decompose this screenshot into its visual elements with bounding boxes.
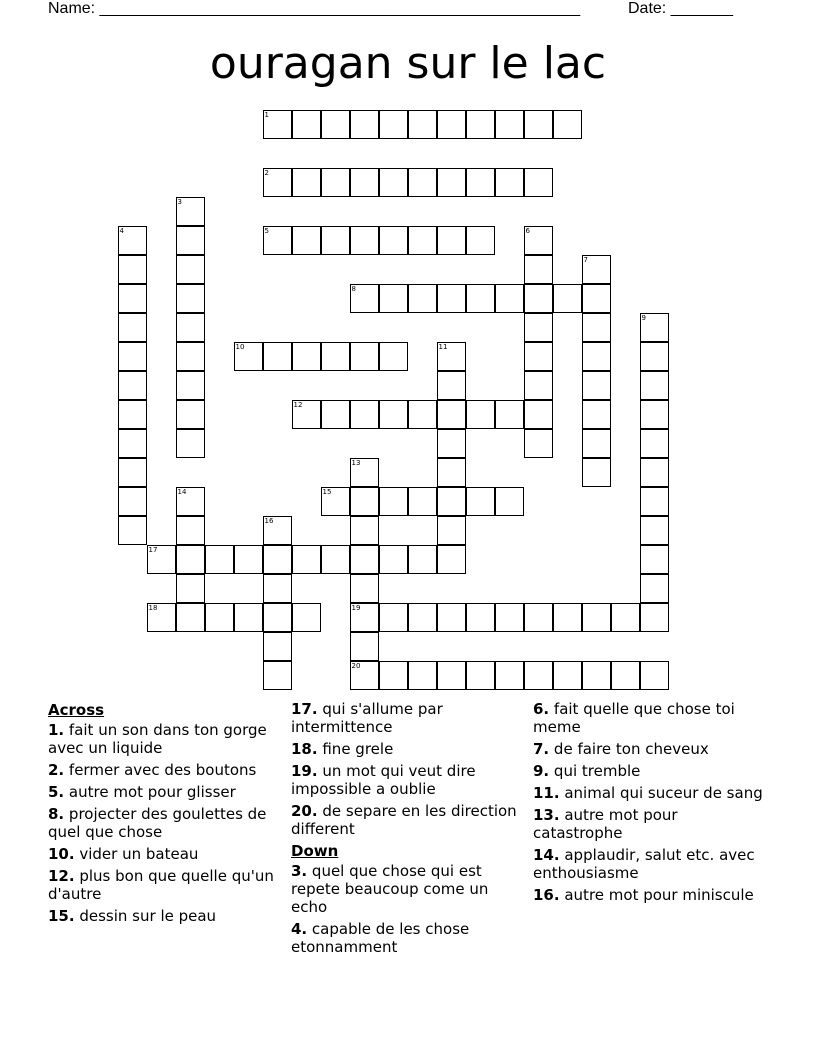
clue-down-16: 16. autre mot pour miniscule: [533, 886, 754, 904]
grid-cell[interactable]: [553, 110, 582, 139]
grid-cell[interactable]: [176, 226, 205, 255]
grid-cell[interactable]: [524, 168, 553, 197]
grid-cell[interactable]: [437, 371, 466, 400]
clue-across-17: 17. qui s'allume par intermittence: [291, 700, 443, 736]
grid-cell[interactable]: [176, 284, 205, 313]
grid-cell[interactable]: [495, 168, 524, 197]
clue-across-8: 8. projecter des goulettes de quel que chose: [48, 805, 267, 841]
grid-cell[interactable]: [495, 487, 524, 516]
grid-cell[interactable]: [408, 284, 437, 313]
grid-cell[interactable]: [495, 284, 524, 313]
cell-number: 19: [351, 604, 361, 612]
grid-cell[interactable]: [205, 545, 234, 574]
grid-cell[interactable]: [524, 110, 553, 139]
grid-cell[interactable]: [524, 255, 553, 284]
grid-cell[interactable]: [118, 458, 147, 487]
cell-number: 8: [351, 285, 356, 293]
grid-cell[interactable]: [292, 226, 321, 255]
clue-down-9: 9. qui tremble: [533, 762, 641, 780]
grid-cell[interactable]: [466, 110, 495, 139]
grid-cell[interactable]: [437, 429, 466, 458]
clue-across-15: 15. dessin sur le peau: [48, 907, 217, 925]
grid-cell[interactable]: [437, 284, 466, 313]
grid-cell[interactable]: [437, 110, 466, 139]
grid-cell[interactable]: [263, 574, 292, 603]
grid-cell[interactable]: [640, 574, 669, 603]
down-heading: Down: [291, 842, 339, 860]
grid-cell[interactable]: [408, 545, 437, 574]
grid-cell[interactable]: [263, 226, 292, 255]
grid-cell[interactable]: [640, 661, 669, 690]
grid-cell[interactable]: [640, 603, 669, 632]
grid-cell[interactable]: [321, 168, 350, 197]
cell-number: 18: [148, 604, 158, 612]
grid-cell[interactable]: [640, 429, 669, 458]
grid-cell[interactable]: [350, 545, 379, 574]
grid-cell[interactable]: [118, 284, 147, 313]
grid-cell[interactable]: [379, 487, 408, 516]
grid-cell[interactable]: [321, 110, 350, 139]
clue-down-3: 3. quel que chose qui est repete beaucoup come un echo: [291, 862, 489, 916]
grid-cell[interactable]: [379, 110, 408, 139]
grid-cell[interactable]: [379, 545, 408, 574]
grid-cell[interactable]: [350, 603, 379, 632]
grid-cell[interactable]: [176, 545, 205, 574]
header: [48, 0, 748, 20]
cell-number: 20: [351, 662, 361, 670]
cell-number: 13: [351, 459, 361, 467]
grid-cell[interactable]: [466, 661, 495, 690]
grid-cell[interactable]: [524, 284, 553, 313]
grid-cell[interactable]: [640, 545, 669, 574]
grid-cell[interactable]: [408, 110, 437, 139]
grid-cell[interactable]: [466, 603, 495, 632]
grid-cell[interactable]: [321, 226, 350, 255]
grid-cell[interactable]: [379, 400, 408, 429]
grid-cell[interactable]: [408, 400, 437, 429]
grid-cell[interactable]: [292, 603, 321, 632]
grid-cell[interactable]: [582, 400, 611, 429]
grid-cell[interactable]: [118, 313, 147, 342]
grid-cell[interactable]: [437, 226, 466, 255]
grid-cell[interactable]: [408, 487, 437, 516]
grid-cell[interactable]: [350, 284, 379, 313]
cell-number: 1: [264, 111, 269, 119]
grid-cell[interactable]: [582, 255, 611, 284]
grid-cell[interactable]: [321, 342, 350, 371]
grid-cell[interactable]: [234, 545, 263, 574]
clue-down-11: 11. animal qui suceur de sang: [533, 784, 763, 802]
grid-cell[interactable]: [553, 661, 582, 690]
grid-cell[interactable]: [437, 661, 466, 690]
cell-number: 14: [177, 488, 187, 496]
grid-cell[interactable]: [437, 603, 466, 632]
grid-cell[interactable]: [437, 545, 466, 574]
grid-cell[interactable]: [263, 342, 292, 371]
grid-cell[interactable]: [640, 516, 669, 545]
grid-cell[interactable]: [524, 342, 553, 371]
cell-number: 12: [293, 401, 303, 409]
grid-cell[interactable]: [582, 342, 611, 371]
grid-cell[interactable]: [118, 226, 147, 255]
grid-cell[interactable]: [176, 487, 205, 516]
clue-across-20: 20. de separe en les direction different: [291, 802, 517, 838]
grid-cell[interactable]: [176, 400, 205, 429]
grid-cell[interactable]: [176, 371, 205, 400]
grid-cell[interactable]: [321, 400, 350, 429]
grid-cell[interactable]: [640, 342, 669, 371]
grid-cell[interactable]: [263, 168, 292, 197]
grid-cell[interactable]: [118, 400, 147, 429]
grid-cell[interactable]: [379, 284, 408, 313]
cell-number: 9: [641, 314, 646, 322]
grid-cell[interactable]: [118, 487, 147, 516]
clue-across-10: 10. vider un bateau: [48, 845, 199, 863]
grid-cell[interactable]: [582, 313, 611, 342]
grid-cell[interactable]: [176, 342, 205, 371]
grid-cell[interactable]: [379, 342, 408, 371]
grid-cell[interactable]: [408, 168, 437, 197]
clue-across-12: 12. plus bon que quelle qu'un d'autre: [48, 867, 274, 903]
grid-cell[interactable]: [292, 168, 321, 197]
grid-cell[interactable]: [350, 458, 379, 487]
grid-cell[interactable]: [437, 168, 466, 197]
grid-cell[interactable]: [292, 545, 321, 574]
grid-cell[interactable]: [350, 487, 379, 516]
grid-cell[interactable]: [553, 603, 582, 632]
grid-cell[interactable]: [524, 661, 553, 690]
grid-cell[interactable]: [524, 429, 553, 458]
grid-cell[interactable]: [611, 661, 640, 690]
grid-cell[interactable]: [176, 429, 205, 458]
grid-cell[interactable]: [118, 371, 147, 400]
grid-cell[interactable]: [524, 400, 553, 429]
grid-cell[interactable]: [524, 371, 553, 400]
grid-cell[interactable]: [379, 661, 408, 690]
clues-column-2: [291, 700, 526, 960]
grid-cell[interactable]: [350, 632, 379, 661]
grid-cell[interactable]: [582, 603, 611, 632]
grid-cell[interactable]: [466, 226, 495, 255]
grid-cell[interactable]: [350, 574, 379, 603]
grid-cell[interactable]: [176, 197, 205, 226]
cell-number: 7: [583, 256, 588, 264]
grid-cell[interactable]: [205, 603, 234, 632]
grid-cell[interactable]: [263, 516, 292, 545]
grid-cell[interactable]: [234, 342, 263, 371]
grid-cell[interactable]: [466, 168, 495, 197]
clues-column-1: [48, 700, 283, 929]
grid-cell[interactable]: [466, 487, 495, 516]
clue-down-6: 6. fait quelle que chose toi meme: [533, 700, 735, 736]
grid-cell[interactable]: [176, 313, 205, 342]
grid-cell[interactable]: [437, 487, 466, 516]
cell-number: 3: [177, 198, 182, 206]
grid-cell[interactable]: [118, 255, 147, 284]
clue-across-1: 1. fait un son dans ton gorge avec un liquide: [48, 721, 267, 757]
grid-cell[interactable]: [263, 110, 292, 139]
grid-cell[interactable]: [321, 487, 350, 516]
grid-cell[interactable]: [553, 284, 582, 313]
grid-cell[interactable]: [350, 661, 379, 690]
grid-cell[interactable]: [118, 429, 147, 458]
grid-cell[interactable]: [582, 458, 611, 487]
grid-cell[interactable]: [350, 342, 379, 371]
grid-cell[interactable]: [524, 226, 553, 255]
cell-number: 5: [264, 227, 269, 235]
clue-across-2: 2. fermer avec des boutons: [48, 761, 257, 779]
grid-cell[interactable]: [640, 487, 669, 516]
grid-cell[interactable]: [350, 226, 379, 255]
clue-down-14: 14. applaudir, salut etc. avec enthousiasme: [533, 846, 755, 882]
grid-cell[interactable]: [466, 400, 495, 429]
clue-down-13: 13. autre mot pour catastrophe: [533, 806, 678, 842]
grid-cell[interactable]: [263, 661, 292, 690]
grid-cell[interactable]: [408, 603, 437, 632]
grid-cell[interactable]: [408, 226, 437, 255]
cell-number: 17: [148, 546, 158, 554]
cell-number: 16: [264, 517, 274, 525]
grid-cell[interactable]: [350, 400, 379, 429]
grid-cell[interactable]: [263, 545, 292, 574]
puzzle-title: ouragan sur le lac: [209, 38, 607, 89]
grid-cell[interactable]: [147, 603, 176, 632]
grid-cell[interactable]: [640, 458, 669, 487]
grid-cell[interactable]: [379, 168, 408, 197]
grid-cell[interactable]: [263, 632, 292, 661]
grid-cell[interactable]: [611, 603, 640, 632]
grid-cell[interactable]: [263, 603, 292, 632]
clue-down-4: 4. capable de les chose etonnamment: [291, 920, 470, 956]
cell-number: 15: [322, 488, 332, 496]
grid-cell[interactable]: [437, 458, 466, 487]
grid-cell[interactable]: [118, 342, 147, 371]
grid-cell[interactable]: [495, 603, 524, 632]
grid-cell[interactable]: [176, 516, 205, 545]
clue-across-19: 19. un mot qui veut dire impossible a oublie: [291, 762, 476, 798]
cell-number: 11: [438, 343, 448, 351]
grid-cell[interactable]: [292, 342, 321, 371]
date-field[interactable]: Date: _______: [628, 0, 733, 17]
grid-cell[interactable]: [437, 342, 466, 371]
grid-cell[interactable]: [408, 661, 437, 690]
cell-number: 6: [525, 227, 530, 235]
grid-cell[interactable]: [495, 110, 524, 139]
grid-cell[interactable]: [147, 545, 176, 574]
grid-cell[interactable]: [582, 284, 611, 313]
clue-across-5: 5. autre mot pour glisser: [48, 783, 236, 801]
grid-cell[interactable]: [640, 313, 669, 342]
grid-cell[interactable]: [524, 603, 553, 632]
grid-cell[interactable]: [582, 661, 611, 690]
cell-number: 2: [264, 169, 269, 177]
grid-cell[interactable]: [437, 400, 466, 429]
clue-down-7: 7. de faire ton cheveux: [533, 740, 709, 758]
grid-cell[interactable]: [350, 110, 379, 139]
name-field[interactable]: Name: ______________________________________________________: [48, 0, 581, 17]
grid-cell[interactable]: [640, 371, 669, 400]
clue-across-18: 18. fine grele: [291, 740, 394, 758]
grid-cell[interactable]: [379, 226, 408, 255]
grid-cell[interactable]: [292, 400, 321, 429]
grid-cell[interactable]: [176, 574, 205, 603]
grid-cell[interactable]: [524, 313, 553, 342]
grid-cell[interactable]: [495, 400, 524, 429]
cell-number: 4: [119, 227, 124, 235]
grid-cell[interactable]: [176, 603, 205, 632]
grid-cell[interactable]: [234, 603, 263, 632]
grid-cell[interactable]: [640, 400, 669, 429]
grid-cell[interactable]: [350, 516, 379, 545]
grid-cell[interactable]: [466, 284, 495, 313]
grid-cell[interactable]: [176, 255, 205, 284]
grid-cell[interactable]: [495, 661, 524, 690]
grid-cell[interactable]: [582, 371, 611, 400]
cell-number: 10: [235, 343, 245, 351]
grid-cell[interactable]: [379, 603, 408, 632]
grid-cell[interactable]: [321, 545, 350, 574]
grid-cell[interactable]: [437, 516, 466, 545]
grid-cell[interactable]: [118, 516, 147, 545]
grid-cell[interactable]: [350, 168, 379, 197]
clues-column-3: [533, 700, 768, 908]
grid-cell[interactable]: [582, 429, 611, 458]
grid-cell[interactable]: [292, 110, 321, 139]
across-heading: Across: [48, 701, 105, 719]
